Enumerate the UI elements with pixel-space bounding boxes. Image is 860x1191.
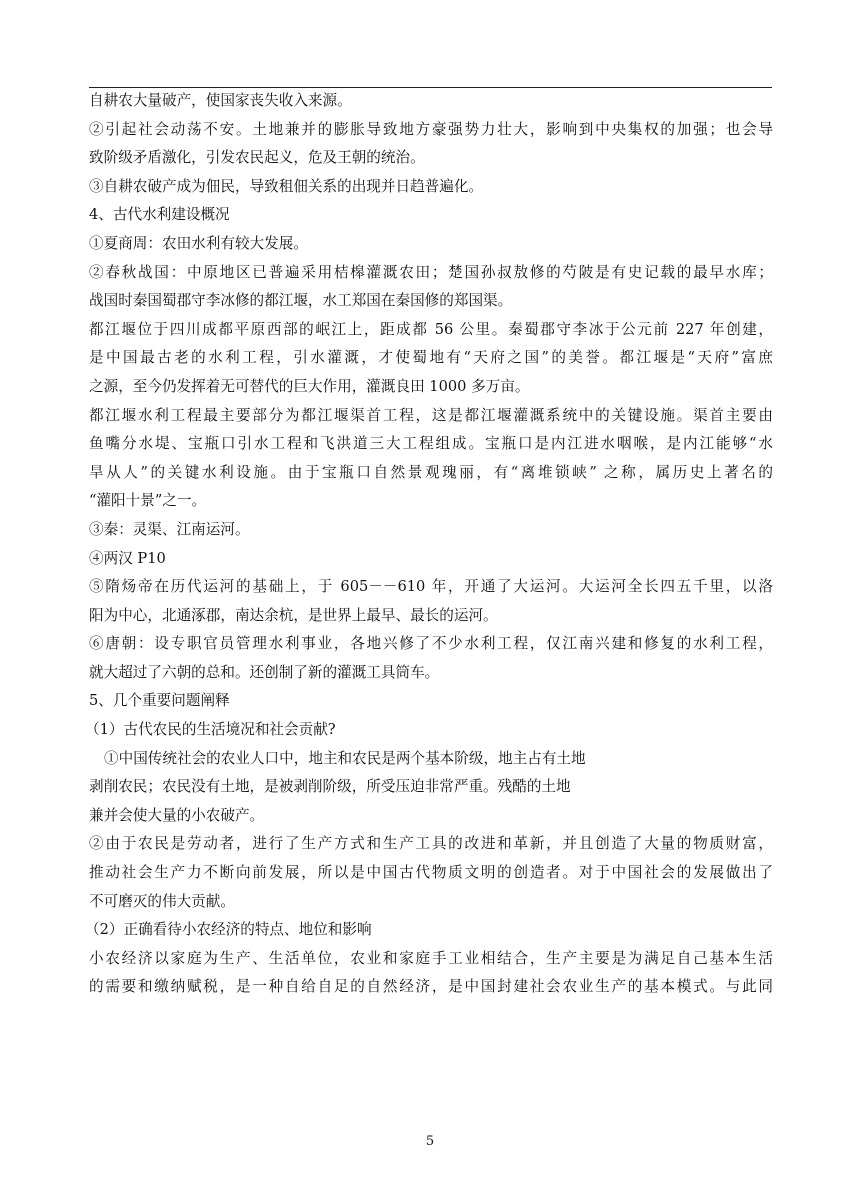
- text-line: ③秦：灵渠、江南运河。: [89, 520, 250, 538]
- text-line: ④两汉 P10: [89, 549, 166, 567]
- text-line: 致阶级矛盾激化，引发农民起义，危及王朝的统治。: [89, 149, 425, 167]
- text-line: 阳为中心，北通涿郡，南达余杭，是世界上最早、最长的运河。: [89, 606, 498, 624]
- header-rule: [89, 87, 772, 88]
- text-line: 自耕农大量破产，使国家丧失收入来源。: [89, 92, 352, 109]
- text-line: 鱼嘴分水堤、宝瓶口引水工程和飞洪道三大工程组成。宝瓶口是内江进水咽喉，是内江能够“水: [89, 435, 773, 453]
- text-line: ③自耕农破产成为佃民，导致租佃关系的出现并日趋普遍化。: [89, 177, 484, 195]
- section-heading: 5、几个重要问题阐释: [89, 692, 230, 710]
- text-line: 不可磨灭的伟大贡献。: [89, 892, 235, 910]
- page-number: 5: [425, 1134, 435, 1149]
- text-line: “灌阳十景”之一。: [89, 492, 207, 510]
- text-line: 战国时秦国蜀郡守李冰修的都江堰，水工郑国在秦国修的郑国渠。: [89, 292, 513, 310]
- text-line: 就大超过了六朝的总和。还创制了新的灌溉工具筒车。: [89, 663, 440, 681]
- text-line: ⑥唐朝：设专职官员管理水利事业，各地兴修了不少水利工程，仅江南兴建和修复的水利工程，: [89, 635, 773, 653]
- text-line: ②由于农民是劳动者，进行了生产方式和生产工具的改进和革新，并且创造了大量的物质财富，: [89, 835, 773, 853]
- text-line: 都江堰位于四川成都平原西部的岷江上，距成都 56 公里。秦蜀郡守李冰于公元前 227 年创建，: [89, 320, 773, 338]
- text-line: 推动社会生产力不断向前发展，所以是中国古代物质文明的创造者。对于中国社会的发展做出了: [89, 864, 773, 882]
- text-line: ①夏商周：农田水利有较大发展。: [89, 234, 308, 252]
- body-text: [85, 90, 779, 1005]
- text-line: 之源，至今仍发挥着无可替代的巨大作用，灌溉良田 1000 多万亩。: [89, 377, 530, 395]
- subsection-heading: （1）古代农民的生活境况和社会贡献?: [85, 721, 336, 739]
- text-line: 是中国最古老的水利工程，引水灌溉，才使蜀地有“天府之国”的美誉。都江堰是“天府”富庶: [89, 349, 773, 367]
- section-heading: 4、古代水利建设概况: [89, 206, 230, 224]
- text-line: 兼并会使大量的小农破产。: [89, 806, 265, 824]
- text-line: ②春秋战国：中原地区已普遍采用桔槔灌溉农田；楚国孙叔敖修的芍陂是有史记载的最早水库；: [89, 263, 773, 281]
- text-line: ⑤隋炀帝在历代运河的基础上，于 605－－610 年，开通了大运河。大运河全长四五千里，以洛: [89, 578, 773, 596]
- text-line: ②引起社会动荡不安。土地兼并的膨胀导致地方豪强势力壮大，影响到中央集权的加强；也会导: [89, 120, 773, 138]
- text-line: 旱从人”的关键水利设施。由于宝瓶口自然景观瑰丽，有“离堆锁峡” 之称，属历史上著名的: [89, 463, 773, 481]
- text-line: 剥削农民；农民没有土地，是被剥削阶级，所受压迫非常严重。残酷的土地: [89, 778, 571, 796]
- subsection-heading: （2）正确看待小农经济的特点、地位和影响: [85, 921, 372, 939]
- text-line: ①中国传统社会的农业人口中，地主和农民是两个基本阶级，地主占有土地: [104, 749, 586, 767]
- text-line: 的需要和缴纳赋税，是一种自给自足的自然经济，是中国封建社会农业生产的基本模式。与此同: [89, 978, 773, 996]
- text-line: 都江堰水利工程最主要部分为都江堰渠首工程，这是都江堰灌溉系统中的关键设施。渠首主要由: [89, 406, 773, 424]
- text-line: 小农经济以家庭为生产、生活单位，农业和家庭手工业相结合，生产主要是为满足自己基本生活: [89, 949, 773, 967]
